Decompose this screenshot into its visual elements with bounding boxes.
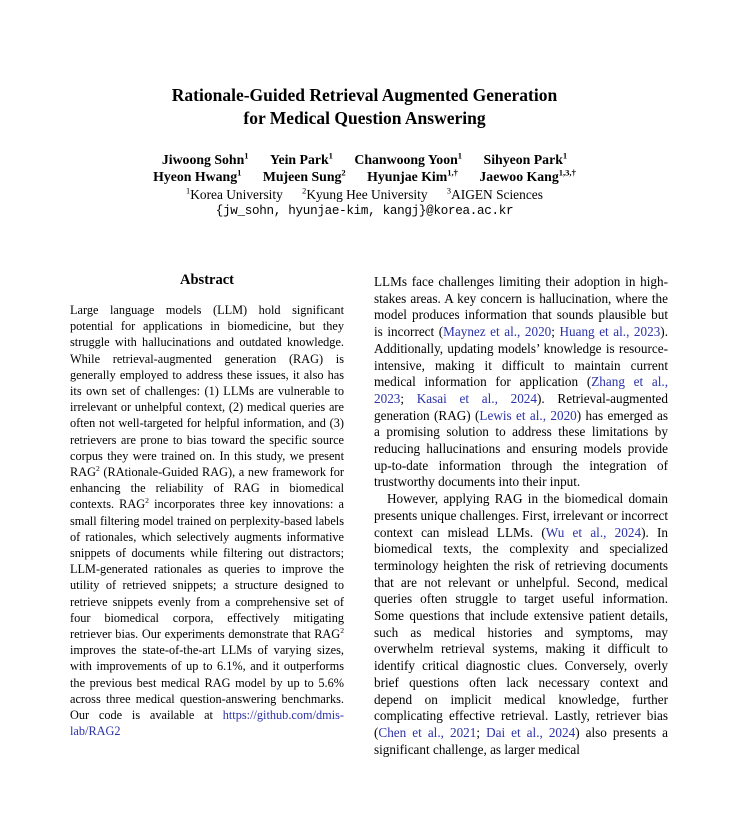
text-run: (RAtionale-Guided RAG), a new framework for enhancing the reliability of RAG in biomedical contexts. RAG <box>70 465 344 512</box>
author-name-text: Jiwoong Sohn <box>161 152 245 167</box>
affiliation <box>186 187 283 202</box>
affiliation-sup: 1 <box>186 186 191 196</box>
url-link[interactable]: https://github.com/dmis-lab/RAG2 <box>70 708 344 739</box>
author-affiliation-sup: 1 <box>562 150 568 161</box>
text-run: ) has emerged as a promising solution to address these limitations by reducing hallucinations and ensuring models provide up-to-date information through the integration of trustworthy documents into their input. <box>374 407 669 490</box>
right-column <box>374 274 668 758</box>
text-run: ; <box>476 724 487 740</box>
citation-link[interactable]: Maynez et al., 2020 <box>443 324 552 340</box>
citation-link[interactable]: Lewis et al., 2020 <box>479 407 577 423</box>
author-name-text: Yein Park <box>270 152 329 167</box>
text-run: ; <box>551 324 560 340</box>
author-name <box>484 152 568 167</box>
text-run: improves the state-of-the-art LLMs of varying sizes, with improvements of up to 6.1%, and it outperforms the previous best medical RAG model by up to 5.6% across three medical question-answering benchmarks. Our code is available at <box>70 643 344 723</box>
affiliation-name: Kyung Hee University <box>306 186 428 202</box>
author-name <box>367 169 458 184</box>
author-affiliation-sup: 1 <box>328 150 333 161</box>
text-run: ) also presents a significant challenge, as larger medical <box>374 724 669 757</box>
author-name <box>354 152 462 167</box>
affiliation <box>447 187 543 202</box>
abstract-body <box>70 302 344 739</box>
affiliations-line <box>0 186 729 203</box>
author-affiliation-sup: 1 <box>237 167 242 178</box>
affiliation-sup: 3 <box>446 186 452 196</box>
text-run: ). Additionally, updating models’ knowledge is resource-intensive, making it difficult to maintain current medical information for application ( <box>374 324 668 390</box>
superscript: 2 <box>145 496 149 506</box>
author-affiliation-sup: 1 <box>457 150 463 161</box>
citation-link[interactable]: Dai et al., 2024 <box>486 724 576 740</box>
affiliation-sup: 2 <box>302 186 307 196</box>
affiliation-name: Korea University <box>190 186 283 202</box>
citation-link[interactable]: Zhang et al., 2023 <box>374 374 668 406</box>
author-name-text: Jaewoo Kang <box>479 169 559 185</box>
author-name-text: Chanwoong Yoon <box>354 152 458 167</box>
author-name <box>162 152 249 167</box>
abstract-heading: Abstract <box>180 272 234 288</box>
text-run: Large language models (LLM) hold significant potential for applications in biomedicine, but they struggle with hallucinations and outdated knowledge. While retrieval-augmented generation (RAG) is generally employed to address these issues, it also has its own set of challenges: (1) LLMs are vulnerable to irrelevant or unhelpful context, (2) medical queries are often not well-targeted for helpful information, and (3) retrievers are prone to bias toward the specific source corpus they were trained on. In this study, we present RAG <box>70 303 344 480</box>
title-line-1: Rationale-Guided Retrieval Augmented Generation <box>171 85 558 105</box>
citation-link[interactable]: Chen et al., 2021 <box>378 724 477 740</box>
intro-paragraph <box>374 491 668 758</box>
author-affiliation-sup: 1,3,† <box>558 167 576 178</box>
citation-link[interactable]: Huang et al., 2023 <box>559 324 661 340</box>
email-line: {jw_sohn, hyunjae-kim, kangj}@korea.ac.kr <box>215 203 514 218</box>
author-affiliation-sup: 2 <box>341 167 346 178</box>
authors-block <box>0 151 729 220</box>
text-run: ). In biomedical texts, the complexity and specialized terminology heighten the risk of retrieving documents that are not relevant or unhelpful. Second, medical queries often struggle to target useful information. Some questions that include extensive patient details, such as medical histories and symptoms, may overwhelm retrieval systems, making it difficult to identify critical diagnostic clues. Conversely, overly brief questions often lack necessary context and depend on implicit medical knowledge, further complicating effective retrieval. Lastly, retriever bias ( <box>374 524 668 740</box>
affiliation-name: AIGEN Sciences <box>451 186 543 202</box>
author-row-1 <box>0 151 729 168</box>
text-run: ; <box>400 390 417 406</box>
text-run: However, applying RAG in the biomedical domain presents unique challenges. First, irrelevant or incorrect context can mislead LLMs. ( <box>374 491 668 540</box>
paper-title <box>0 84 729 129</box>
author-row-2 <box>0 168 729 185</box>
text-run: LLMs face challenges limiting their adoption in high-stakes areas. A key concern is hallucination, where the model produces information that sounds plausible but is incorrect ( <box>374 274 668 340</box>
author-affiliation-sup: 1 <box>244 150 249 161</box>
author-name-text: Hyunjae Kim <box>367 169 448 185</box>
author-name <box>263 169 346 184</box>
author-name-text: Mujeen Sung <box>262 169 342 185</box>
superscript: 2 <box>340 625 344 635</box>
affiliation <box>302 187 427 202</box>
author-name <box>270 152 333 167</box>
author-affiliation-sup: 1,† <box>447 167 458 178</box>
author-name-text: Sihyeon Park <box>483 152 563 167</box>
author-name <box>479 169 575 184</box>
superscript: 2 <box>95 463 100 473</box>
title-line-2: for Medical Question Answering <box>243 107 486 128</box>
author-name-text: Hyeon Hwang <box>153 169 238 185</box>
citation-link[interactable]: Kasai et al., 2024 <box>416 390 537 406</box>
left-column <box>61 270 353 739</box>
text-run: incorporates three key innovations: a small filtering model trained on perplexity-based labels of rationales, which selectively augments informative snippets of documents while filtering out distractors; LLM-generated rationales as queries to improve the utility of retrieved snippets; a structure designed to retrieve snippets evenly from a comprehensive set of four biomedical corpora, effectively mitigating retriever bias. Our experiments demonstrate that RAG <box>70 497 344 642</box>
author-name <box>153 169 241 184</box>
text-run: ). Retrieval-augmented generation (RAG) ( <box>374 390 668 423</box>
citation-link[interactable]: Wu et al., 2024 <box>545 524 642 540</box>
intro-paragraph <box>374 274 668 491</box>
